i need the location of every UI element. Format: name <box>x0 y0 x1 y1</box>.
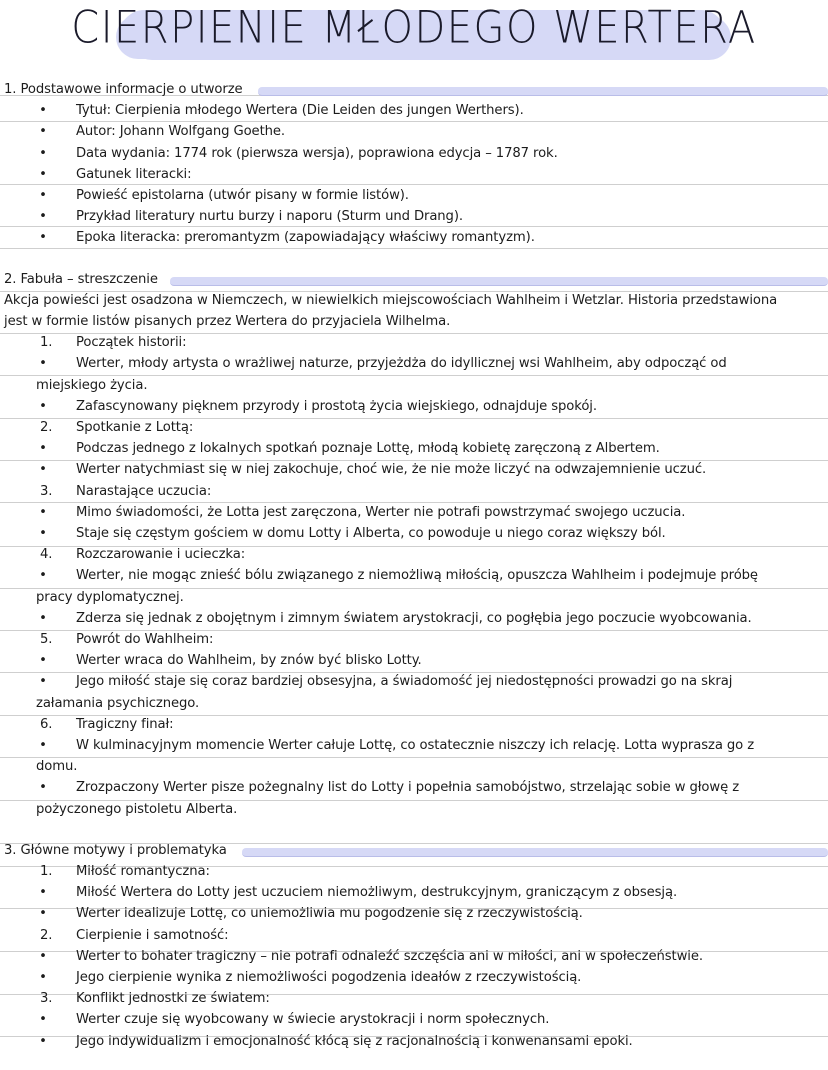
item-text: Johann Wolfgang Goethe. <box>115 124 286 140</box>
bullet-icon: • <box>39 230 47 246</box>
title-banner <box>0 0 828 70</box>
part-title <box>76 716 174 734</box>
section-heading: 2. Fabuła – streszczenie <box>4 271 158 287</box>
bullet-icon: • <box>39 568 47 584</box>
list-item: W kulminacyjnym momencie Werter całuje Lottę, co ostatecznie niszczy ich relację. Lotta wyprasza go z <box>76 738 755 753</box>
bullet-icon: • <box>39 1033 47 1049</box>
list-item <box>76 166 191 184</box>
bullet-icon: • <box>39 610 47 626</box>
part-title <box>76 334 186 352</box>
bullet-icon: • <box>39 356 47 372</box>
list-item <box>76 145 558 163</box>
part-title <box>76 863 210 881</box>
list-item: Mimo świadomości, że Lotta jest zaręczona, Werter nie potrafi powstrzymać swojego uczucia. <box>76 504 686 520</box>
list-item: Zderza się jednak z obojętnym i zimnym światem arystokracji, co pogłębia jego poczucie wyobcowania. <box>76 610 752 626</box>
part-number: 4. <box>40 547 53 563</box>
part-title <box>76 927 228 945</box>
bullet-icon: • <box>39 526 47 541</box>
part-title-label: Powrót do Wahlheim: <box>76 632 214 647</box>
bullet-icon: • <box>39 1012 47 1028</box>
bullet-icon: • <box>39 780 47 796</box>
list-item: Werter, nie mogąc znieść bólu związanego z niemożliwą miłością, opuszcza Wahlheim i podejmuje próbę <box>76 568 758 584</box>
list-item: Jego indywidualizm i emocjonalność kłócą się z racjonalnością i konwenansami epoki. <box>76 1033 633 1049</box>
heading-underline-bar <box>242 848 828 857</box>
bullet-icon: • <box>39 462 47 478</box>
part-title-label: Narastające uczucia: <box>76 483 212 499</box>
bullet-icon: • <box>39 398 47 414</box>
bullet-icon: • <box>39 504 47 520</box>
list-item: Jego miłość staje się coraz bardziej obsesyjna, a świadomość jej niedostępności prowadzi go na skraj <box>76 674 733 690</box>
intro-paragraph-line: jest w formie listów pisanych przez Wertera do przyjaciela Wilhelma. <box>4 314 451 329</box>
part-number: 1. <box>40 864 53 879</box>
ruled-line <box>0 757 828 758</box>
list-item <box>76 229 535 247</box>
item-text: 1774 rok (pierwsza wersja), poprawiona edycja – 1787 rok. <box>169 145 558 161</box>
part-title-label: Spotkanie z Lottą: <box>76 420 194 435</box>
bullet-icon: • <box>39 738 47 753</box>
part-title-label: Tragiczny finał: <box>76 716 174 732</box>
list-item: Werter natychmiast się w niej zakochuje, choć wie, że nie może liczyć na odwzajemnienie uczuć. <box>76 462 707 478</box>
list-item: Werter wraca do Wahlheim, by znów być blisko Lotty. <box>76 653 422 669</box>
part-number: 3. <box>40 991 53 1007</box>
list-item <box>76 208 463 226</box>
part-title-label: Konflikt jednostki ze światem: <box>76 991 270 1007</box>
heading-underline-bar <box>258 87 828 96</box>
bullet-icon: • <box>39 145 47 161</box>
section-heading: 1. Podstawowe informacje o utworze <box>4 82 243 97</box>
bullet-icon: • <box>39 885 47 901</box>
list-item: Miłość Wertera do Lotty jest uczuciem niemożliwym, destrukcyjnym, graniczącym z obsesją. <box>76 885 678 901</box>
part-number: 2. <box>40 927 53 943</box>
part-title-label: Rozczarowanie i ucieczka: <box>76 547 246 563</box>
list-item: Zrozpaczony Werter pisze pożegnalny list do Lotty i popełnia samobójstwo, strzelając sobie w głowę z <box>76 780 740 796</box>
item-text: Powieść epistolarna (utwór pisany w formie listów). <box>76 188 409 203</box>
heading-underline-bar <box>170 277 828 286</box>
part-title-label: Początek historii: <box>76 335 187 351</box>
section-heading: 3. Główne motywy i problematyka <box>4 842 227 858</box>
list-item: Jego cierpienie wynika z niemożliwości pogodzenia ideałów z rzeczywistością. <box>76 970 582 985</box>
part-number: 5. <box>40 632 53 647</box>
list-item <box>76 123 285 141</box>
part-title <box>76 419 193 437</box>
ruled-line <box>0 121 828 122</box>
list-item: Werter czuje się wyobcowany w świecie arystokracji i norm społecznych. <box>76 1012 550 1028</box>
bullet-icon: • <box>39 674 47 690</box>
list-item-continuation: miejskiego życia. <box>36 377 148 393</box>
ruled-line <box>0 184 828 185</box>
part-number: 2. <box>40 420 53 435</box>
list-item: Podczas jednego z lokalnych spotkań poznaje Lottę, młodą kobietę zaręczoną z Albertem. <box>76 441 660 457</box>
bullet-icon: • <box>39 906 47 922</box>
item-text: Cierpienia młodego Wertera (Die Leiden des jungen Werthers). <box>110 103 524 119</box>
list-item-continuation: domu. <box>36 759 78 775</box>
item-label: Data wydania: <box>76 145 170 161</box>
bullet-icon: • <box>39 970 47 985</box>
part-number: 3. <box>40 483 53 499</box>
item-label: Tytuł: <box>76 103 111 119</box>
bullet-icon: • <box>39 103 47 119</box>
list-item-continuation: załamania psychicznego. <box>36 695 200 711</box>
item-text: Przykład literatury nurtu burzy i naporu (Sturm und Drang). <box>76 209 463 225</box>
ruled-line <box>0 248 828 249</box>
part-title-label: Miłość romantyczna: <box>76 864 210 879</box>
part-number: 6. <box>40 716 53 732</box>
bullet-icon: • <box>39 209 47 225</box>
part-title <box>76 990 270 1008</box>
intro-paragraph-line: Akcja powieści jest osadzona w Niemczech, w niewielkich miejscowościach Wahlheim i Wetzlar. Historia przedstawiona <box>4 292 778 308</box>
list-item: Werter idealizuje Lottę, co uniemożliwia mu pogodzenie się z rzeczywistością. <box>76 906 583 922</box>
item-text: Epoka literacka: preromantyzm (zapowiadający właściwy romantyzm). <box>76 230 535 246</box>
list-item <box>76 102 524 120</box>
list-item-continuation: pożyczonego pistoletu Alberta. <box>36 801 238 817</box>
list-item: Werter to bohater tragiczny – nie potrafi odnaleźć szczęścia ani w miłości, ani w społeczeństwie. <box>76 948 703 964</box>
item-label: Gatunek literacki: <box>76 166 192 182</box>
bullet-icon: • <box>39 166 47 182</box>
part-number: 1. <box>40 335 53 351</box>
list-item: Staje się częstym gościem w domu Lotty i Alberta, co powoduje u niego coraz większy ból. <box>76 526 666 541</box>
bullet-icon: • <box>39 124 47 140</box>
bullet-icon: • <box>39 653 47 669</box>
list-item <box>76 187 409 205</box>
page-title: CIERPIENIE MŁODEGO WERTERA <box>71 2 757 54</box>
bullet-icon: • <box>39 441 47 457</box>
list-item: Zafascynowany pięknem przyrody i prostotą życia wiejskiego, odnajduje spokój. <box>76 398 597 414</box>
part-title <box>76 546 245 564</box>
part-title-label: Cierpienie i samotność: <box>76 927 229 943</box>
list-item-continuation: pracy dyplomatycznej. <box>36 589 184 605</box>
part-title <box>76 631 213 649</box>
part-title <box>76 483 211 501</box>
bullet-icon: • <box>39 188 47 203</box>
bullet-icon: • <box>39 948 47 964</box>
list-item: Werter, młody artysta o wrażliwej naturze, przyjeżdża do idyllicznej wsi Wahlheim, aby odpocząć od <box>76 356 727 372</box>
item-label: Autor: <box>76 124 116 140</box>
